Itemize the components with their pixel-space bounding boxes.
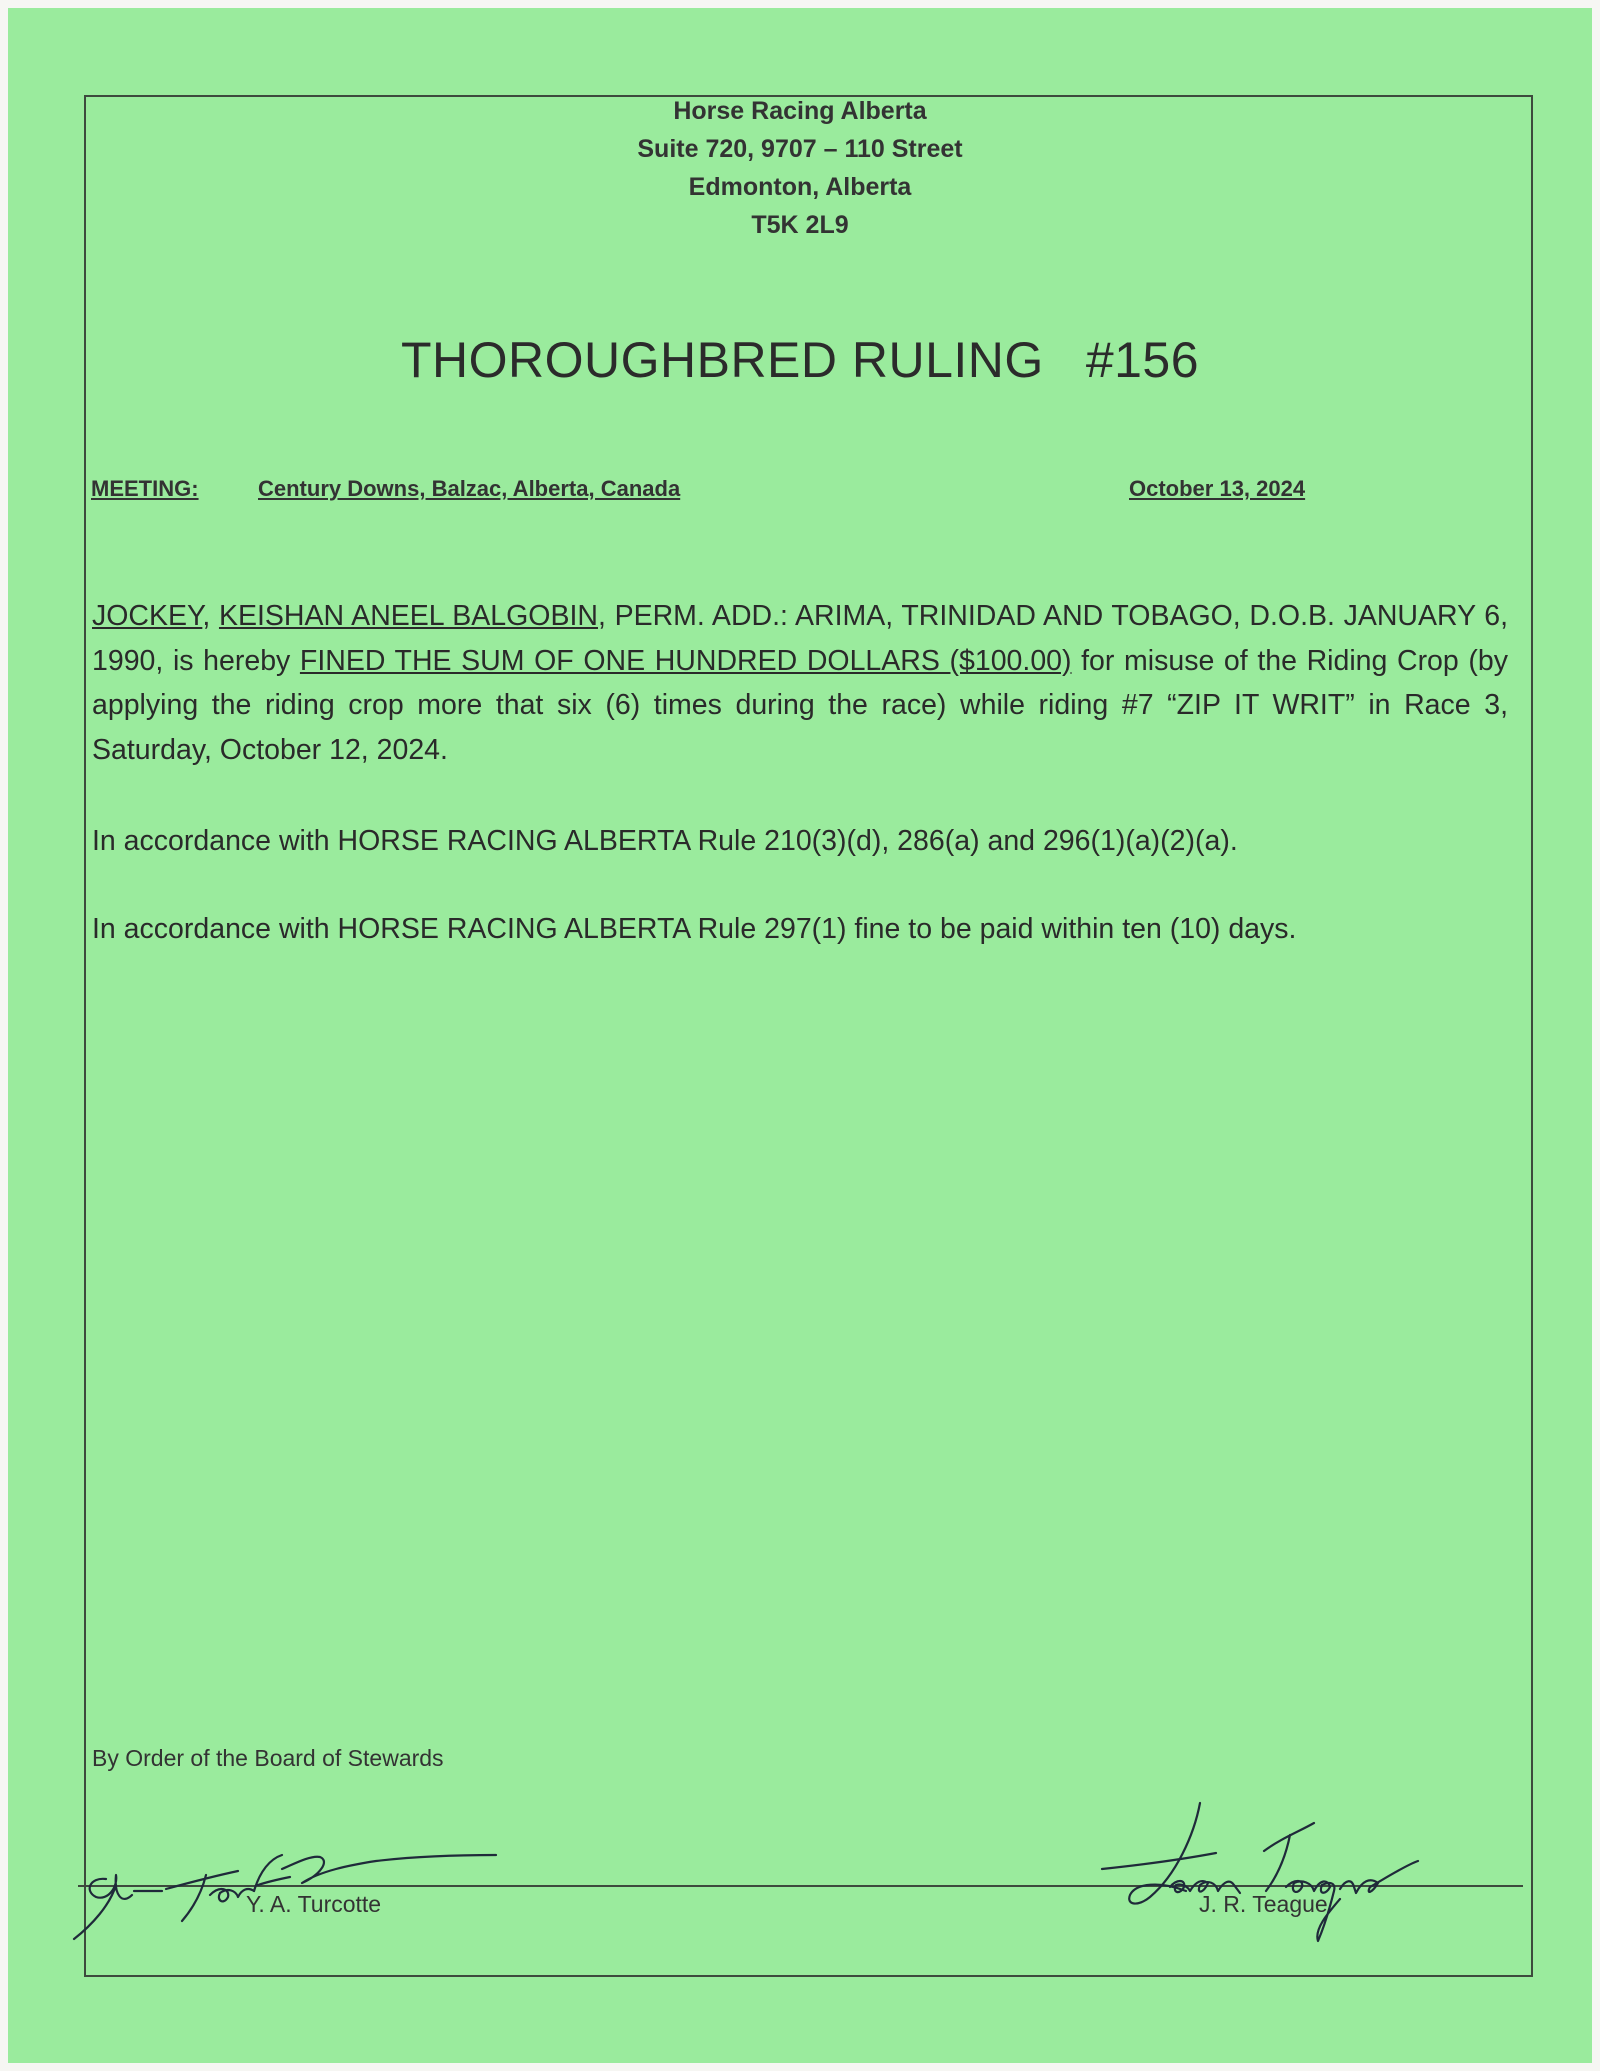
signature-turcotte <box>70 1825 510 1945</box>
meeting-row <box>0 476 1600 510</box>
ruling-number: #156 <box>1085 332 1200 388</box>
jockey-role: JOCKEY <box>92 600 203 632</box>
address-line-2: Edmonton, Alberta <box>688 173 912 201</box>
jockey-details: , PERM. ADD.: ARIMA, TRINIDAD AND TOBAGO, D.O.B. JANUARY 6, 1990, is hereby <box>92 600 1509 677</box>
organization-name: Horse Racing Alberta <box>673 97 927 125</box>
steward-turcotte: Y. A. Turcotte <box>246 1891 382 1917</box>
title-text: THOROUGHBRED RULING <box>400 332 1044 388</box>
ruling-paragraph <box>92 594 1508 772</box>
meeting-label: MEETING: <box>91 476 199 501</box>
rule-reference: In accordance with HORSE RACING ALBERTA Rule 210(3)(d), 286(a) and 296(1)(a)(2)(a). <box>92 825 1238 857</box>
payment-terms: In accordance with HORSE RACING ALBERTA Rule 297(1) fine to be paid within ten (10) days. <box>92 913 1297 945</box>
penalty-text: FINED THE SUM OF ONE HUNDRED DOLLARS ($100.00) <box>299 644 1072 677</box>
document-title <box>0 330 1600 390</box>
steward-teague: J. R. Teague <box>1199 1891 1328 1917</box>
address-line-1: Suite 720, 9707 – 110 Street <box>637 135 963 163</box>
letterhead <box>0 92 1600 244</box>
violation-reason: for misuse of the Riding Crop (by applying the riding crop more that six (6) times during the race) while riding #7 “ZIP IT WRIT” in Race 3, Saturday, October 12, 2024. <box>92 644 1508 766</box>
separator: , <box>202 600 211 632</box>
jockey-name: KEISHAN ANEEL BALGOBIN <box>218 600 598 632</box>
signature-teague <box>1090 1795 1430 1955</box>
order-statement: By Order of the Board of Stewards <box>92 1745 444 1771</box>
postal-code: T5K 2L9 <box>751 211 849 239</box>
meeting-venue: Century Downs, Balzac, Alberta, Canada <box>258 476 681 501</box>
meeting-date: October 13, 2024 <box>1129 476 1306 501</box>
